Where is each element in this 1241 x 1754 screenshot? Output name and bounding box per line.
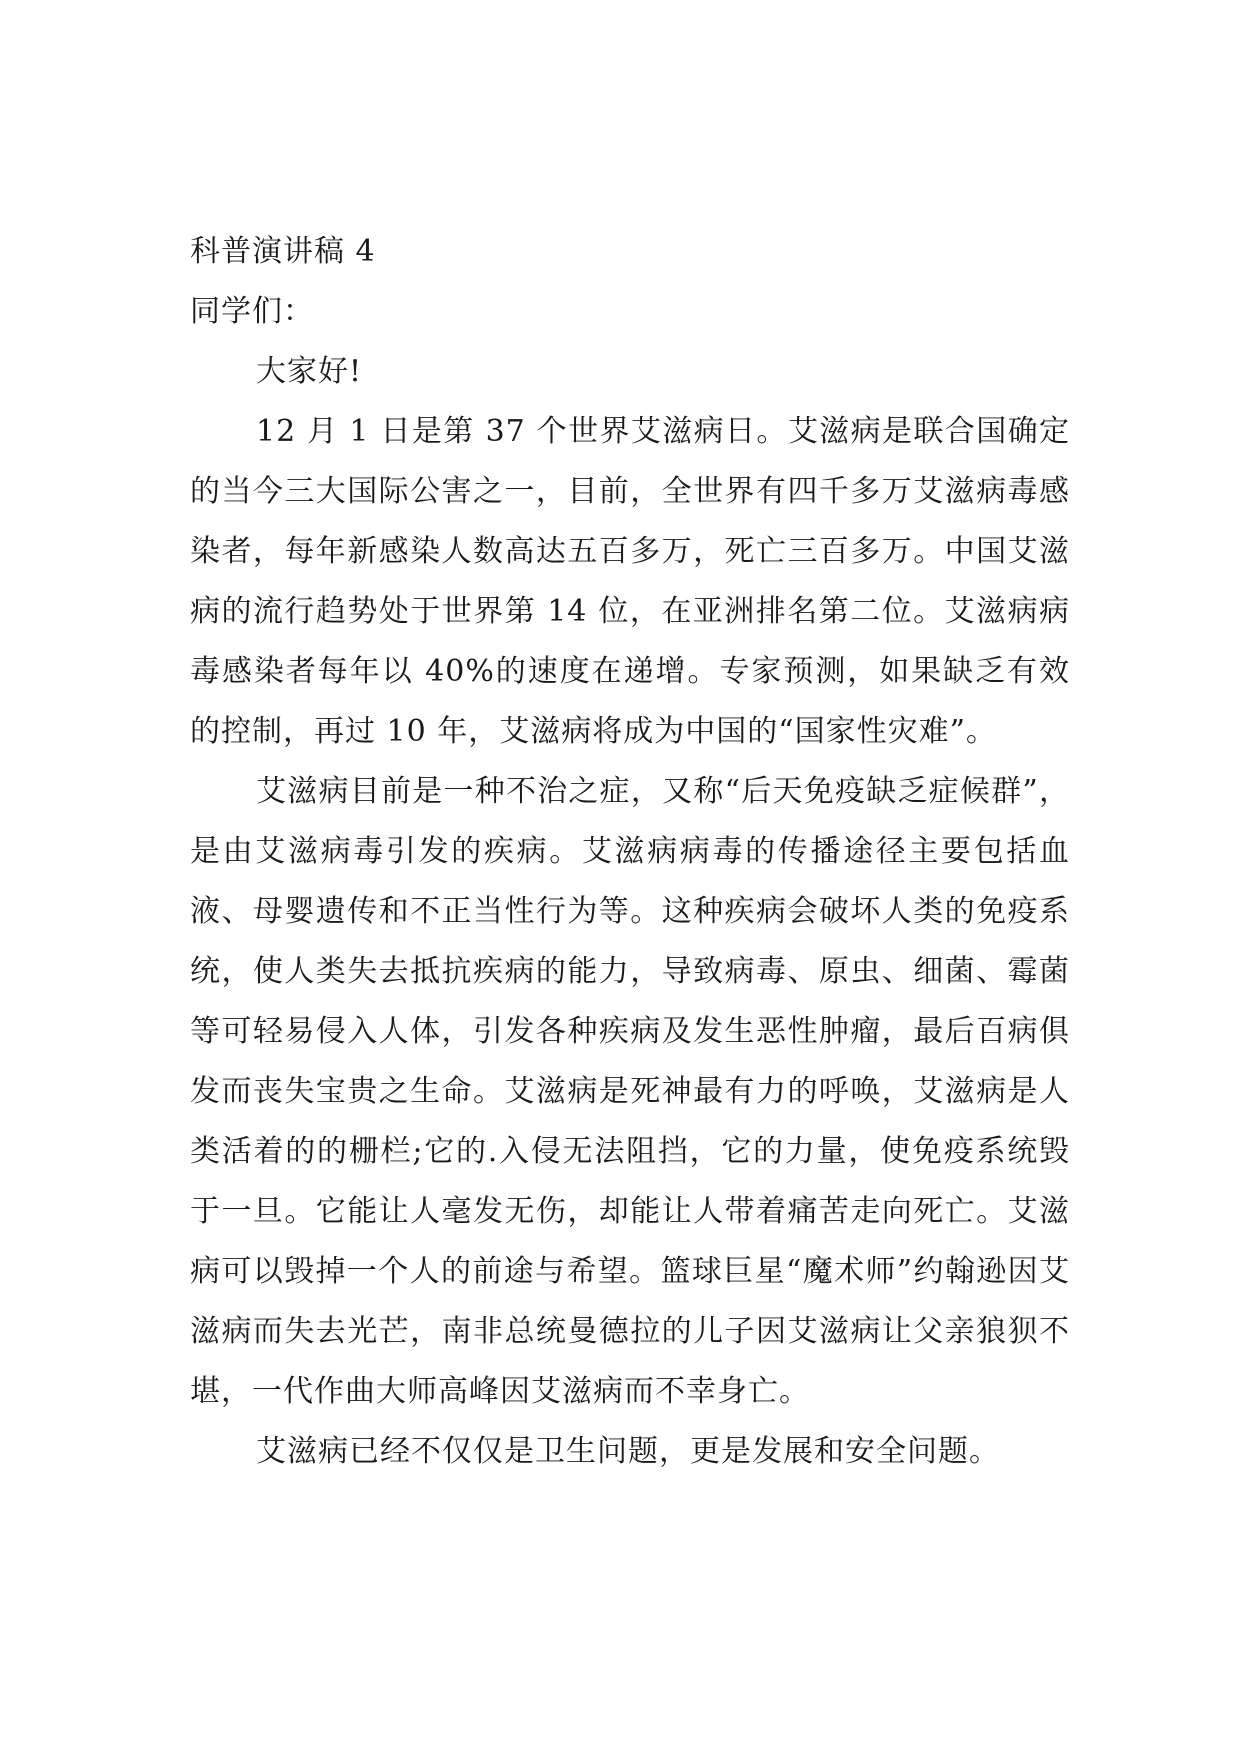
greeting: 大家好! [256, 354, 363, 389]
paragraph-2: 艾滋病目前是一种不治之症，又称“后天免疫缺乏症候群”，是由艾滋病毒引发的疾病。艾滋病病毒的传播途径主要包括血液、母婴遗传和不正当性行为等。这种疾病会破坏人类的免疫系统，使人类失去抵抗疾病的能力，导致病毒、原虫、细菌、霉菌等可轻易侵入人体，引发各种疾病及发生恶性肿瘤，最后百病俱发而丧失宝贵之生命。艾滋病是死神最有力的呼唤，艾滋病是人类活着的的栅栏;它的.入侵无法阻挡，它的力量，使免疫系统毁于一旦。它能让人毫发无伤，却能让人带着痛苦走向死亡。艾滋病可以毁掉一个人的前途与希望。篮球巨星“魔术师”约翰逊因艾滋病而失去光芒，南非总统曼德拉的儿子因艾滋病让父亲狼狈不堪，一代作曲大师高峰因艾滋病而不幸身亡。 [190, 774, 1070, 1409]
paragraph-1: 12 月 1 日是第 37 个世界艾滋病日。艾滋病是联合国确定的当今三大国际公害之一，目前，全世界有四千多万艾滋病毒感染者，每年新感染人数高达五百多万，死亡三百多万。中国艾滋病的流行趋势处于世界第 14 位，在亚洲排名第二位。艾滋病病毒感染者每年以 40%的速度在递增。专家预测，如果缺乏有效的控制，再过 10 年，艾滋病将成为中国的“国家性灾难”。 [190, 414, 1070, 749]
document-title: 科普演讲稿 4 [190, 234, 376, 269]
document-body [190, 222, 1070, 1482]
salutation: 同学们： [190, 294, 314, 329]
paragraph-3: 艾滋病已经不仅仅是卫生问题，更是发展和安全问题。 [256, 1434, 1000, 1469]
